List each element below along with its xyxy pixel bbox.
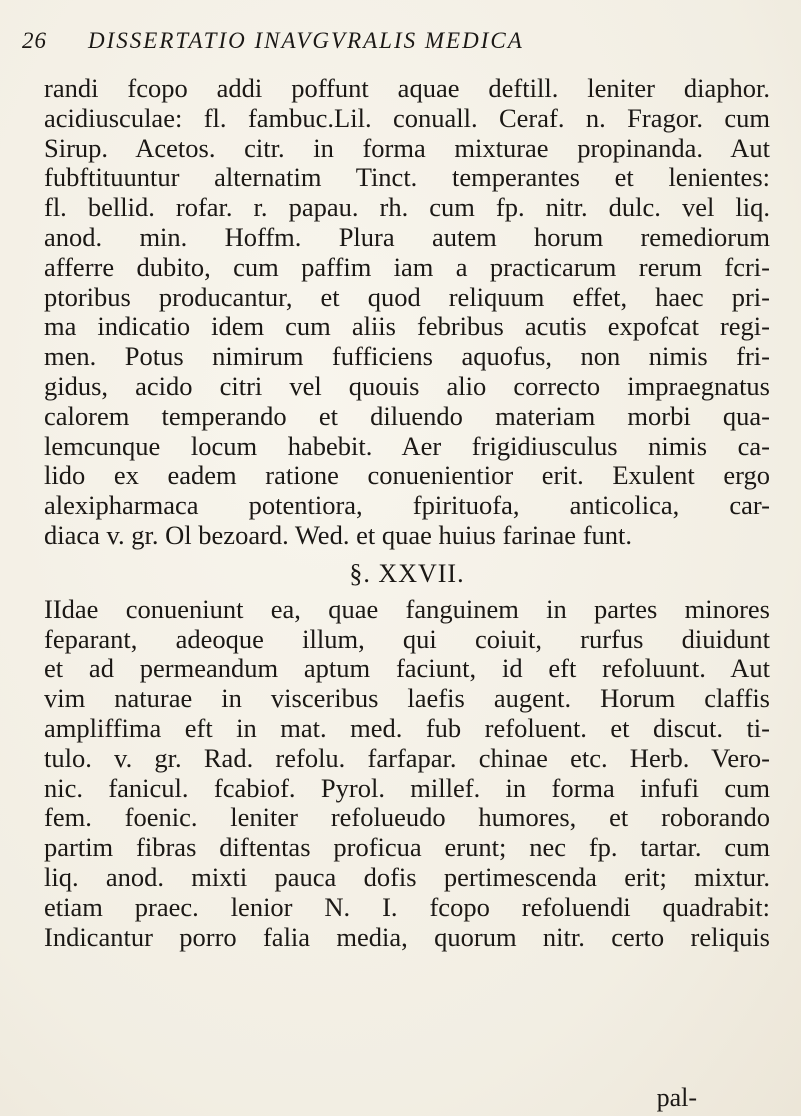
text-line: vim naturae in visceribus laefis augent. Horum claffis bbox=[44, 683, 770, 714]
text-line: anod. min. Hoffm. Plura autem horum remediorum bbox=[44, 221, 770, 252]
text-line: calorem temperando et diluendo materiam morbi qua- bbox=[44, 400, 770, 431]
text-line: ma indicatio idem cum aliis febribus acutis expofcat regi- bbox=[44, 311, 770, 342]
text-line: gidus, acido citri vel quouis alio correcto impraegnatus bbox=[44, 370, 770, 401]
running-title: DISSERTATIO INAVGVRALIS MEDICA bbox=[88, 28, 524, 53]
text-line: partim fibras diftentas proficua erunt; nec fp. tartar. cum bbox=[44, 832, 770, 863]
text-line: randi fcopo addi poffunt aquae deftill. leniter diaphor. bbox=[44, 73, 770, 103]
page-header bbox=[22, 28, 761, 64]
text-line: alexipharmaca potentiora, fpirituofa, anticolica, car- bbox=[44, 490, 770, 521]
catchword: pal- bbox=[656, 1083, 697, 1112]
text-line: fubftituuntur alternatim Tinct. temperantes et lenientes: bbox=[44, 162, 770, 193]
text-line: IIdae conueniunt ea, quae fanguinem in partes minores bbox=[44, 593, 770, 624]
text-line: fl. bellid. rofar. r. papau. rh. cum fp. nitr. dulc. vel liq. bbox=[44, 192, 770, 223]
text-line: nic. fanicul. fcabiof. Pyrol. millef. in forma infufi cum bbox=[44, 772, 770, 803]
text-line: ptoribus producantur, et quod reliquum effet, haec pri- bbox=[44, 281, 770, 312]
text-line: liq. anod. mixti pauca dofis pertimescenda erit; mixtur. bbox=[44, 861, 770, 892]
text-line: Sirup. Acetos. citr. in forma mixturae propinanda. Aut bbox=[44, 132, 770, 163]
text-line: ampliffima eft in mat. med. fub refoluent. et discut. ti- bbox=[44, 712, 770, 743]
text-line: etiam praec. lenior N. I. fcopo refoluendi quadrabit: bbox=[44, 891, 770, 922]
page-number: 26 bbox=[22, 28, 47, 53]
text-line: men. Potus nimirum fufficiens aquofus, non nimis fri- bbox=[44, 341, 770, 372]
text-line: lemcunque locum habebit. Aer frigidiusculus nimis ca- bbox=[44, 430, 770, 461]
text-line: afferre dubito, cum paffim iam a practicarum rerum fcri- bbox=[44, 251, 770, 282]
text-line: lido ex eadem ratione conuenientior erit. Exulent ergo bbox=[44, 460, 770, 491]
text-line: feparant, adeoque illum, qui coiuit, rurfus diuidunt bbox=[44, 623, 770, 654]
text-line: acidiusculae: fl. fambuc.Lil. conuall. Ceraf. n. Fragor. cum bbox=[44, 102, 770, 133]
section-heading: §. XXVII. bbox=[349, 558, 465, 588]
text-line: Indicantur porro falia media, quorum nitr. certo reliquis bbox=[44, 921, 770, 952]
body-text bbox=[44, 74, 770, 952]
text-line: et ad permeandum aptum faciunt, id eft refoluunt. Aut bbox=[44, 653, 770, 684]
text-line: fem. foenic. leniter refolueudo humores, et roborando bbox=[44, 802, 770, 833]
text-line: tulo. v. gr. Rad. refolu. farfapar. chinae etc. Herb. Vero- bbox=[44, 742, 770, 773]
text-line: diaca v. gr. Ol bezoard. Wed. et quae huius farinae funt. bbox=[44, 519, 633, 550]
